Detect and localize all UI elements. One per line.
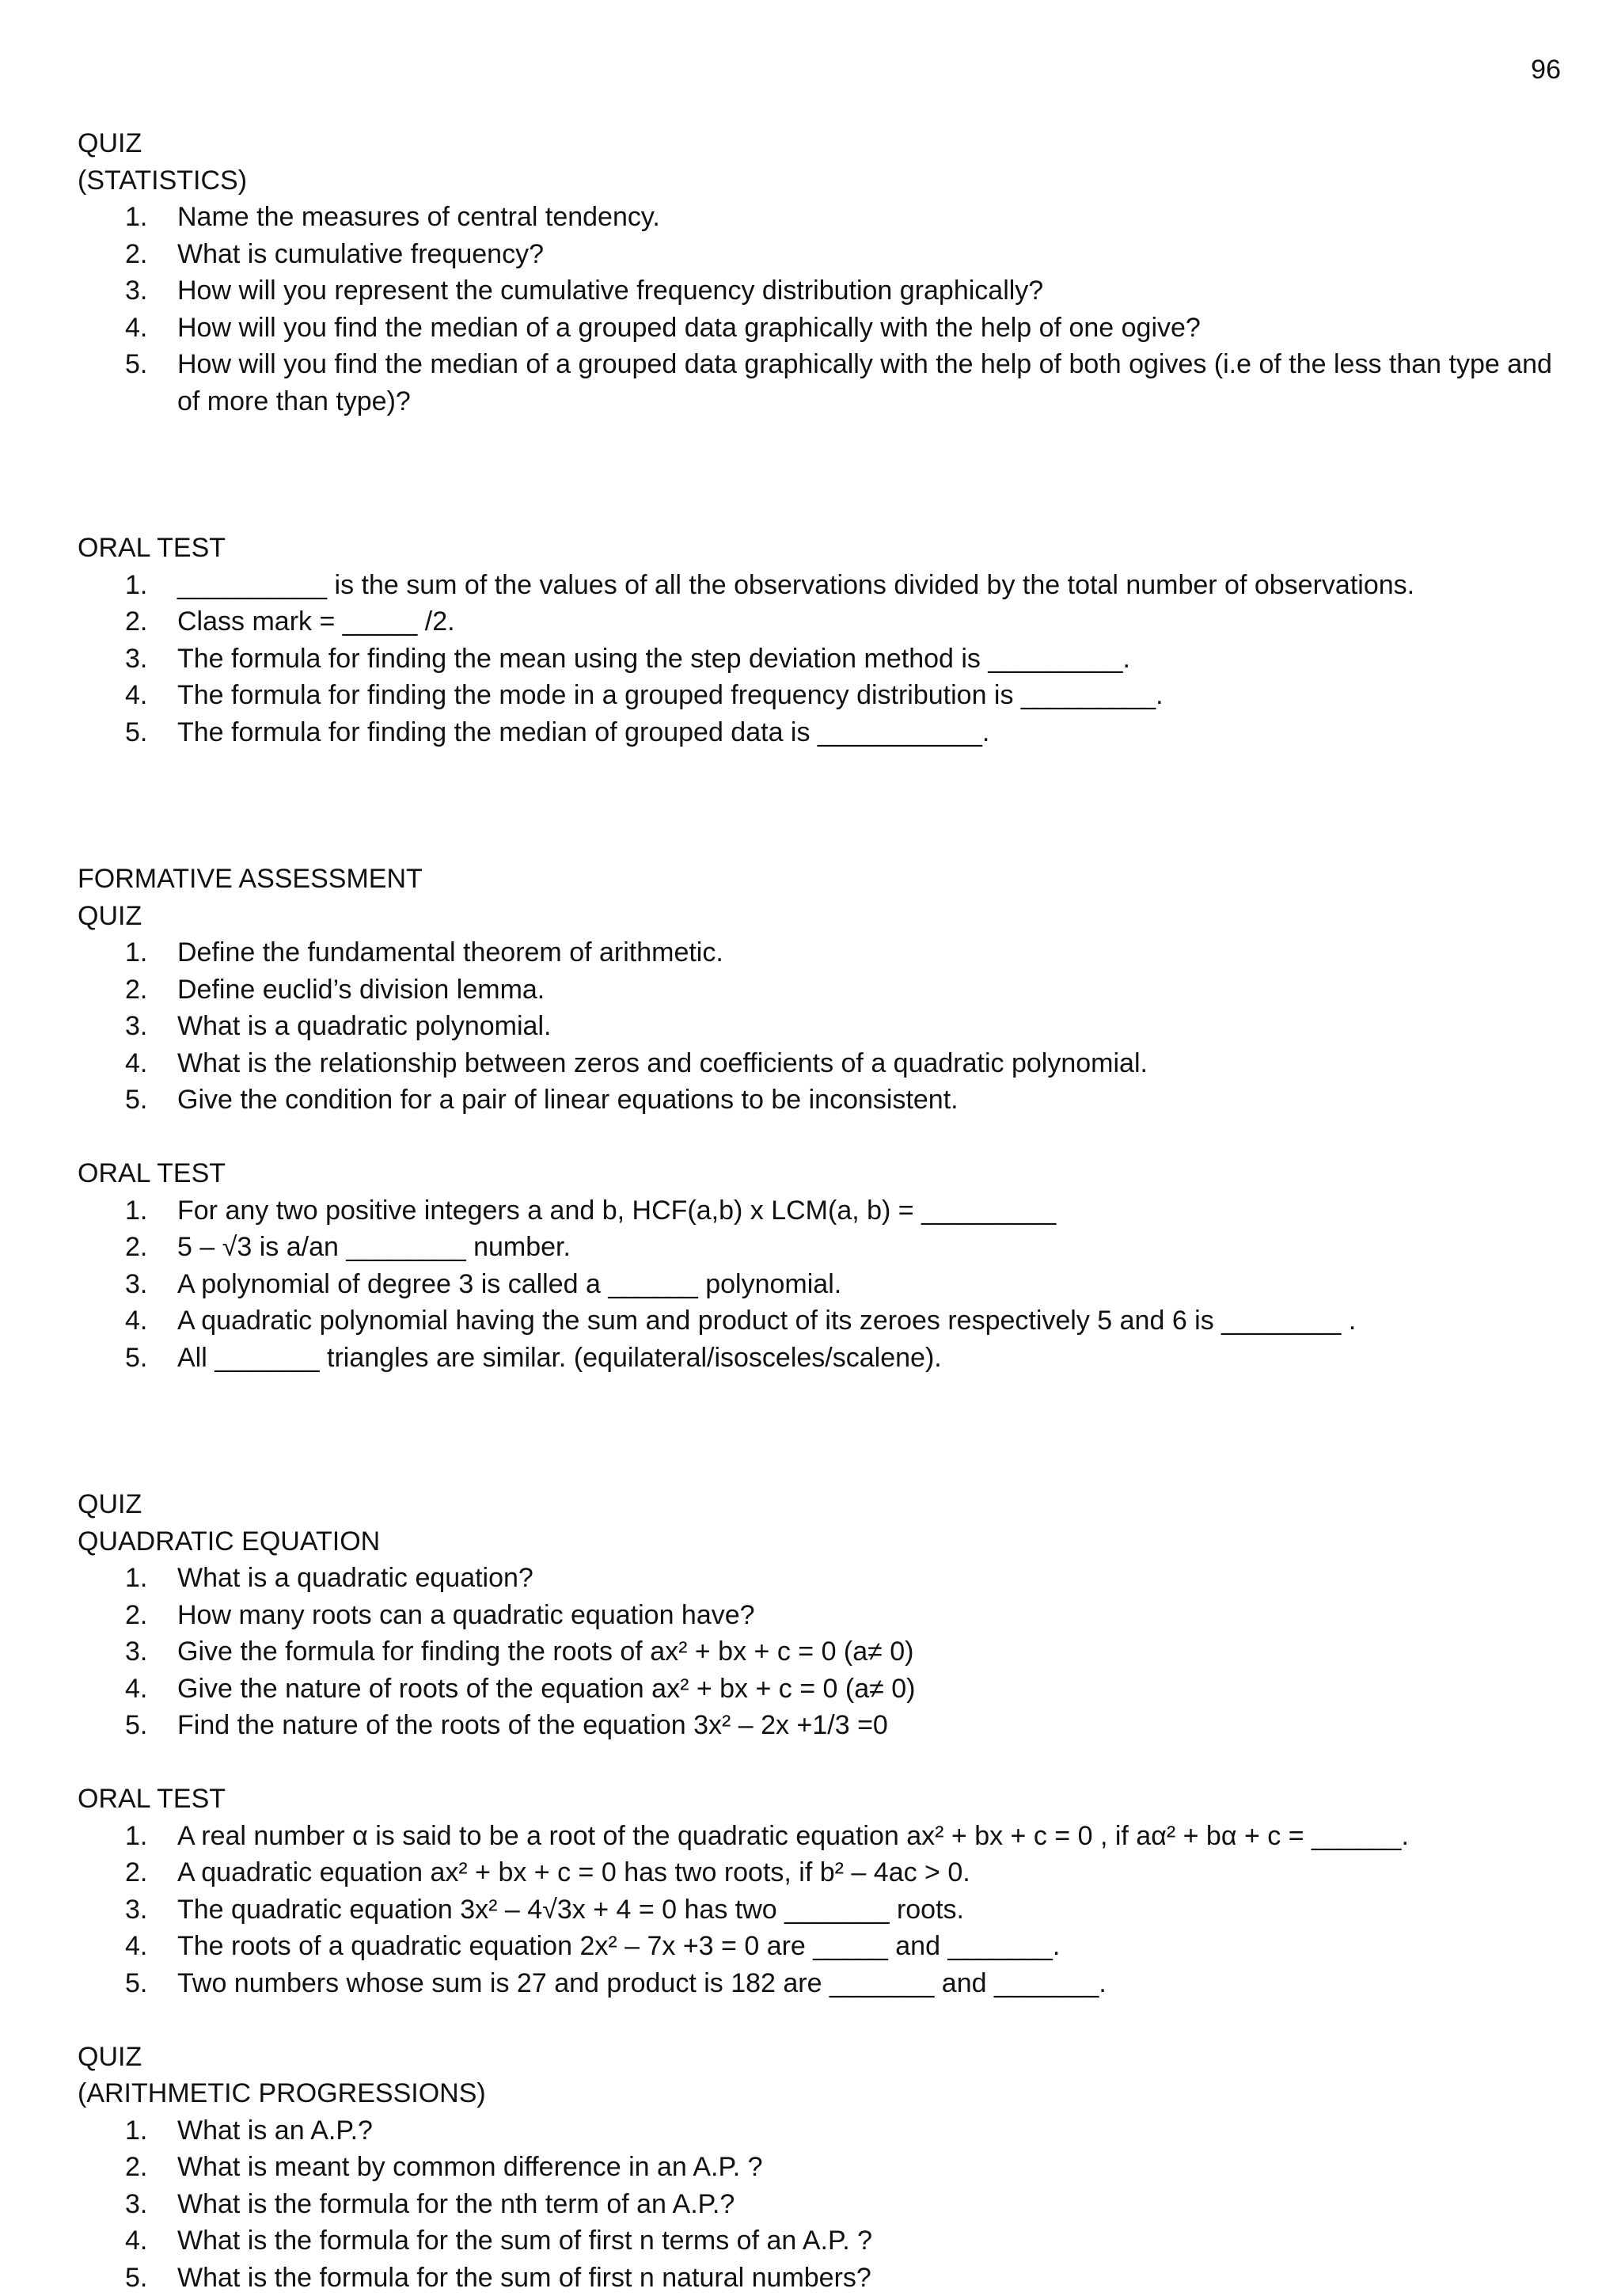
section-title: FORMATIVE ASSESSMENT [78,861,1566,898]
section-oral-test-arithmetic [78,1155,1566,1376]
question-list [78,1560,1566,1744]
list-item: 2. Class mark = _____ /2. [78,603,1566,641]
section-title: QUIZ [78,1486,1566,1523]
section-title: ORAL TEST [78,530,1566,567]
list-item: 4. The formula for finding the mode in a grouped frequency distribution is _________. [78,677,1566,714]
list-item: 3. What is the formula for the nth term of an A.P.? [78,2186,1566,2223]
section-quiz-quadratic-equation [78,1486,1566,1744]
list-item: 2. A quadratic equation ax² + bx + c = 0 has two roots, if b² – 4ac > 0. [78,1854,1566,1891]
list-item: 1. Define the fundamental theorem of arithmetic. [78,934,1566,971]
list-item: 4. The roots of a quadratic equation 2x² – 7x +3 = 0 are _____ and _______. [78,1928,1566,1965]
list-item: 4. A quadratic polynomial having the sum and product of its zeroes respectively 5 and 6 is ________ . [78,1302,1566,1340]
list-item: 4. How will you find the median of a grouped data graphically with the help of one ogive? [78,310,1566,347]
list-item: 1. A real number α is said to be a root of the quadratic equation ax² + bx + c = 0 , if aα² + bα + c = ______. [78,1818,1566,1855]
section-subtitle: QUADRATIC EQUATION [78,1523,1566,1560]
list-item: 5. The formula for finding the median of grouped data is ___________. [78,714,1566,751]
list-item: 3. The quadratic equation 3x² – 4√3x + 4 = 0 has two _______ roots. [78,1891,1566,1929]
section-quiz-arithmetic-progressions [78,2039,1566,2296]
list-item: 5. How will you find the median of a grouped data graphically with the help of both ogives (i.e of the less than type and of more than type)? [78,346,1566,420]
question-list [78,2112,1566,2296]
list-item: 3. Give the formula for finding the roots of ax² + bx + c = 0 (a≠ 0) [78,1633,1566,1671]
section-formative-assessment-quiz [78,861,1566,1119]
list-item: 5. What is the formula for the sum of first n natural numbers? [78,2260,1566,2296]
list-item: 4. Give the nature of roots of the equation ax² + bx + c = 0 (a≠ 0) [78,1671,1566,1708]
list-item: 5. Give the condition for a pair of linear equations to be inconsistent. [78,1081,1566,1119]
section-title: QUIZ [78,2039,1566,2076]
list-item: 1. For any two positive integers a and b, HCF(a,b) x LCM(a, b) = _________ [78,1192,1566,1230]
question-list [78,1192,1566,1377]
question-list [78,1818,1566,2002]
question-list [78,934,1566,1119]
question-list [78,567,1566,751]
list-item: 3. How will you represent the cumulative frequency distribution graphically? [78,272,1566,310]
section-subtitle: QUIZ [78,898,1566,935]
list-item: 5. All _______ triangles are similar. (equilateral/isosceles/scalene). [78,1340,1566,1377]
section-title: QUIZ [78,125,1566,162]
list-item: 1. What is an A.P.? [78,2112,1566,2150]
list-item: 2. How many roots can a quadratic equation have? [78,1597,1566,1634]
list-item: 3. The formula for finding the mean using the step deviation method is _________. [78,641,1566,678]
list-item: 1. What is a quadratic equation? [78,1560,1566,1597]
list-item: 1. __________ is the sum of the values of all the observations divided by the total number of observations. [78,567,1566,604]
section-subtitle: (STATISTICS) [78,162,1566,200]
page-number: 96 [1531,54,1561,86]
section-title: ORAL TEST [78,1155,1566,1192]
list-item: 2. What is meant by common difference in an A.P. ? [78,2149,1566,2186]
list-item: 2. Define euclid’s division lemma. [78,971,1566,1009]
question-list [78,199,1566,420]
section-subtitle: (ARITHMETIC PROGRESSIONS) [78,2075,1566,2112]
section-quiz-statistics [78,125,1566,420]
list-item: 5. Find the nature of the roots of the equation 3x² – 2x +1/3 =0 [78,1707,1566,1744]
section-oral-test-quadratic [78,1781,1566,2001]
list-item: 4. What is the formula for the sum of first n terms of an A.P. ? [78,2222,1566,2260]
list-item: 3. A polynomial of degree 3 is called a ______ polynomial. [78,1266,1566,1303]
document-content [78,125,1566,2296]
list-item: 5. Two numbers whose sum is 27 and product is 182 are _______ and _______. [78,1965,1566,2002]
section-title: ORAL TEST [78,1781,1566,1818]
list-item: 2. What is cumulative frequency? [78,236,1566,273]
list-item: 2. 5 – √3 is a/an ________ number. [78,1229,1566,1266]
list-item: 3. What is a quadratic polynomial. [78,1008,1566,1045]
list-item: 4. What is the relationship between zeros and coefficients of a quadratic polynomial. [78,1045,1566,1082]
section-oral-test-statistics [78,530,1566,751]
list-item: 1. Name the measures of central tendency. [78,199,1566,236]
